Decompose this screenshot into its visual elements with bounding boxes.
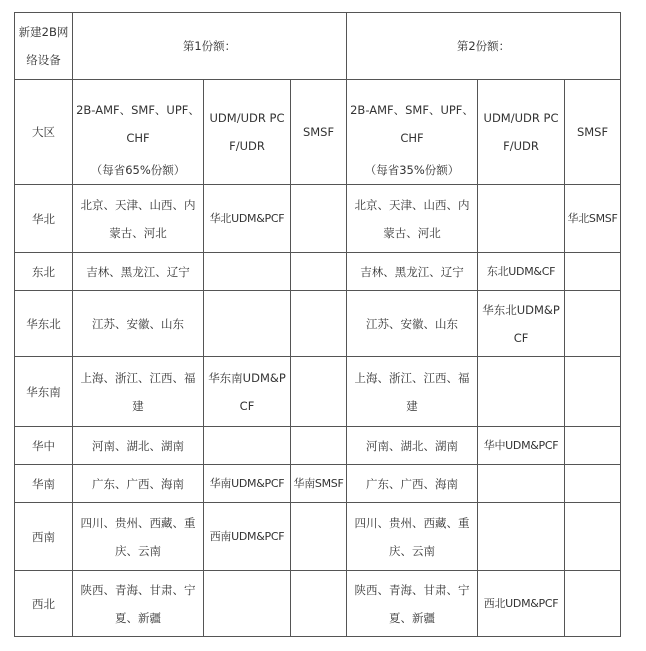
- provinces-quota1: 上海、浙江、江西、福建: [73, 357, 204, 427]
- smsf-quota1: [291, 503, 347, 571]
- table-header-row-2: [15, 80, 621, 185]
- table-row: [15, 571, 621, 637]
- smsf-quota1: 华南SMSF: [291, 465, 347, 503]
- smsf-quota2: [565, 465, 621, 503]
- provinces-quota1: 广东、广西、海南: [73, 465, 204, 503]
- col-amf-header-1: [73, 80, 204, 185]
- udm-quota2: [478, 185, 565, 253]
- smsf-quota1: [291, 571, 347, 637]
- table-row: [15, 253, 621, 291]
- udm-quota1: [204, 291, 291, 357]
- region-cell: 东北: [15, 253, 73, 291]
- provinces-quota2: 陕西、青海、甘肃、宁夏、新疆: [347, 571, 478, 637]
- udm-quota1: 华北UDM&PCF: [204, 185, 291, 253]
- region-cell: 华北: [15, 185, 73, 253]
- quota2-header: 第2份额：: [347, 13, 621, 80]
- provinces-quota1: 陕西、青海、甘肃、宁夏、新疆: [73, 571, 204, 637]
- smsf-quota2: 华北SMSF: [565, 185, 621, 253]
- table-row: [15, 185, 621, 253]
- region-cell: 华东北: [15, 291, 73, 357]
- smsf-quota1: [291, 427, 347, 465]
- table-row: [15, 503, 621, 571]
- pct-label-2: （每省35%份额）: [364, 163, 460, 177]
- table-row: [15, 357, 621, 427]
- provinces-quota2: 江苏、安徽、山东: [347, 291, 478, 357]
- region-cell: 华南: [15, 465, 73, 503]
- smsf-quota2: [565, 571, 621, 637]
- udm-quota2: [478, 465, 565, 503]
- udm-quota2: 西北UDM&PCF: [478, 571, 565, 637]
- provinces-quota2: 上海、浙江、江西、福建: [347, 357, 478, 427]
- provinces-quota1: 四川、贵州、西藏、重庆、云南: [73, 503, 204, 571]
- smsf-quota2: [565, 427, 621, 465]
- udm-quota1: 华南UDM&PCF: [204, 465, 291, 503]
- provinces-quota1: 江苏、安徽、山东: [73, 291, 204, 357]
- udm-quota1: 华东南UDM&PCF: [204, 357, 291, 427]
- provinces-quota2: 四川、贵州、西藏、重庆、云南: [347, 503, 478, 571]
- smsf-quota2: [565, 357, 621, 427]
- udm-quota2: 东北UDM&CF: [478, 253, 565, 291]
- table-row: [15, 427, 621, 465]
- provinces-quota1: 吉林、黑龙江、辽宁: [73, 253, 204, 291]
- smsf-quota2: [565, 253, 621, 291]
- provinces-quota1: 河南、湖北、湖南: [73, 427, 204, 465]
- region-cell: 西南: [15, 503, 73, 571]
- col-smsf-header-2: SMSF: [565, 80, 621, 185]
- pct-label-1: （每省65%份额）: [90, 163, 186, 177]
- corner-header: 新建2B网络设备: [15, 13, 73, 80]
- col-smsf-header-1: SMSF: [291, 80, 347, 185]
- region-cell: 华东南: [15, 357, 73, 427]
- provinces-quota1: 北京、天津、山西、内蒙古、河北: [73, 185, 204, 253]
- col-amf-label-2: 2B-AMF、SMF、UPF、CHF: [350, 103, 474, 145]
- smsf-quota2: [565, 503, 621, 571]
- udm-quota1: 西南UDM&PCF: [204, 503, 291, 571]
- udm-quota1: [204, 253, 291, 291]
- provinces-quota2: 吉林、黑龙江、辽宁: [347, 253, 478, 291]
- udm-quota1: [204, 427, 291, 465]
- region-header: 大区: [15, 80, 73, 185]
- region-cell: 西北: [15, 571, 73, 637]
- table-row: [15, 291, 621, 357]
- provinces-quota2: 广东、广西、海南: [347, 465, 478, 503]
- smsf-quota2: [565, 291, 621, 357]
- col-amf-label-1: 2B-AMF、SMF、UPF、CHF: [76, 103, 200, 145]
- col-udm-header-2: UDM/UDR PCF/UDR: [478, 80, 565, 185]
- smsf-quota1: [291, 357, 347, 427]
- region-cell: 华中: [15, 427, 73, 465]
- udm-quota2: [478, 357, 565, 427]
- smsf-quota1: [291, 185, 347, 253]
- quota-table: [14, 12, 621, 637]
- provinces-quota2: 河南、湖北、湖南: [347, 427, 478, 465]
- smsf-quota1: [291, 291, 347, 357]
- udm-quota2: 华中UDM&PCF: [478, 427, 565, 465]
- udm-quota2: 华东北UDM&PCF: [478, 291, 565, 357]
- table-row: [15, 465, 621, 503]
- udm-quota1: [204, 571, 291, 637]
- quota1-header: 第1份额：: [73, 13, 347, 80]
- col-amf-header-2: [347, 80, 478, 185]
- provinces-quota2: 北京、天津、山西、内蒙古、河北: [347, 185, 478, 253]
- table-header-row-1: [15, 13, 621, 80]
- col-udm-header-1: UDM/UDR PCF/UDR: [204, 80, 291, 185]
- smsf-quota1: [291, 253, 347, 291]
- udm-quota2: [478, 503, 565, 571]
